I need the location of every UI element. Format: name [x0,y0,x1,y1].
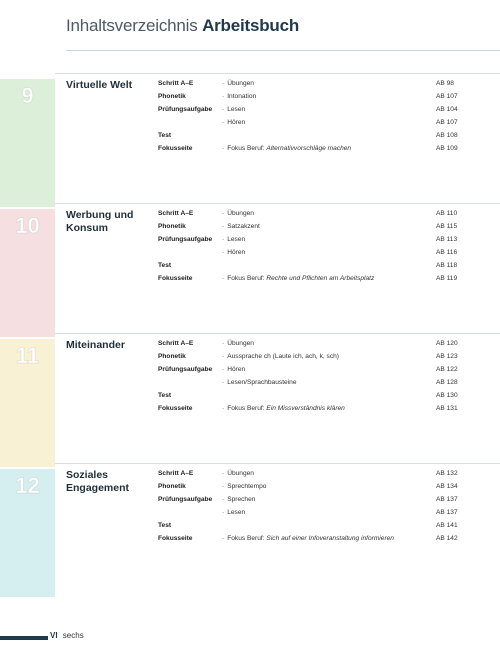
toc-row-page: AB 109 [436,145,458,152]
chapter-number: 11 [15,343,40,368]
bullet-icon: · [222,93,225,100]
bullet-icon: · [222,80,225,87]
toc-row-label: Schritt A–E [158,80,194,87]
toc-row-page: AB 107 [436,93,458,100]
bullet-icon: · [222,353,225,360]
toc-row-item: · Hören [222,249,246,256]
toc-row-page: AB 132 [436,470,458,477]
toc-row [158,467,463,480]
toc-row [158,103,463,116]
toc-row-label: Fokusseite [158,145,193,152]
toc-row [158,142,463,155]
header-divider [66,50,500,51]
toc-row-item: · Lesen [222,509,246,516]
toc-row [158,90,463,103]
toc-row [158,350,463,363]
toc-row [158,506,463,519]
bullet-icon: · [222,210,225,217]
toc-row-label: Prüfungsaufgabe [158,496,213,503]
toc-row [158,233,463,246]
bullet-icon: · [222,509,225,516]
toc-row-page: AB 107 [436,119,458,126]
chapter-title: Werbung und Konsum [66,209,134,234]
toc-row-page: AB 116 [436,249,458,256]
chapter-title: Virtuelle Welt [66,79,133,91]
chapter-title: Miteinander [66,339,125,351]
toc-row-page: AB 115 [436,223,458,230]
toc-row-label: Test [158,132,172,139]
toc-row [158,77,463,90]
toc-row-item: · Übungen [222,470,254,477]
toc-row-page: AB 137 [436,509,458,516]
toc-row-page: AB 142 [436,535,458,542]
toc-row-item: · Aussprache ch (Laute ich, ach, k, sch) [222,353,339,360]
toc-row-item: · Fokus Beruf: Sich auf einer Infoveranstaltung informieren [222,535,394,542]
toc-row-item: · Intonation [222,93,257,100]
toc-row [158,220,463,233]
toc-row-label: Phonetik [158,353,186,360]
toc-row [158,519,463,532]
toc-row-page: AB 110 [436,210,458,217]
toc-row-label: Prüfungsaufgabe [158,366,213,373]
chapter-10 [0,209,500,337]
chapter-divider [55,203,500,204]
toc-row-page: AB 113 [436,236,458,243]
page-number-word: sechs [62,631,84,640]
chapter-divider [55,333,500,334]
toc-row-label: Fokusseite [158,275,193,282]
toc-row [158,246,463,259]
chapter-12 [0,469,500,597]
toc-row [158,480,463,493]
toc-row [158,389,463,402]
bullet-icon: · [222,145,225,152]
toc-row-page: AB 118 [436,262,458,269]
bullet-icon: · [222,236,225,243]
toc-row-item: · Übungen [222,210,254,217]
bullet-icon: · [222,275,225,282]
bullet-icon: · [222,496,225,503]
toc-row-item: · Fokus Beruf: Rechte und Pflichten am Arbeitsplatz [222,275,375,282]
title-light: Inhaltsverzeichnis [66,16,198,35]
toc-row-page: AB 131 [436,405,458,412]
toc-row-item: · Fokus Beruf: Ein Missverständnis klären [222,405,345,412]
toc-row-page: AB 104 [436,106,458,113]
chapter-number: 9 [21,83,34,108]
toc-row-label: Prüfungsaufgabe [158,106,213,113]
toc-row-item: · Übungen [222,340,254,347]
toc-row-item: · Fokus Beruf: Alternativvorschläge machen [222,145,352,152]
toc-row-page: AB 137 [436,496,458,503]
chapter-number: 10 [15,213,40,238]
toc-row [158,207,463,220]
toc-row-label: Test [158,262,172,269]
bullet-icon: · [222,366,225,373]
toc-row-item: · Hören [222,366,246,373]
toc-row-item: · Hören [222,119,246,126]
bullet-icon: · [222,119,225,126]
page-number-roman: VI [50,631,58,640]
toc-row [158,532,463,545]
bullet-icon: · [222,483,225,490]
toc-row [158,493,463,506]
toc-row [158,402,463,415]
toc-row-label: Schritt A–E [158,470,194,477]
toc-row-page: AB 98 [436,80,454,87]
toc-row [158,272,463,285]
footer-bar [0,636,48,640]
chapter-11 [0,339,500,467]
toc-row-label: Prüfungsaufgabe [158,236,213,243]
toc-row-label: Schritt A–E [158,340,194,347]
toc-row-item: · Lesen [222,106,246,113]
toc-row-page: AB 122 [436,366,458,373]
title-bold: Arbeitsbuch [202,16,300,35]
toc-row-page: AB 134 [436,483,458,490]
bullet-icon: · [222,535,225,542]
toc-row-page: AB 119 [436,275,458,282]
toc-row-item: · Sprechen [222,496,256,503]
chapter-9 [0,79,500,207]
toc-row-item: · Lesen/Sprachbausteine [222,379,297,386]
toc-row-page: AB 120 [436,340,458,347]
toc-row-page: AB 130 [436,392,458,399]
toc-row [158,116,463,129]
bullet-icon: · [222,223,225,230]
toc-row-label: Phonetik [158,93,186,100]
toc-row [158,363,463,376]
toc-row-item: · Sprechtempo [222,483,267,490]
toc-row-label: Fokusseite [158,535,193,542]
toc-row-label: Fokusseite [158,405,193,412]
bullet-icon: · [222,106,225,113]
chapter-title: Soziales Engagement [66,469,130,494]
toc-row-page: AB 123 [436,353,458,360]
bullet-icon: · [222,249,225,256]
bullet-icon: · [222,470,225,477]
toc-row [158,259,463,272]
toc-row [158,129,463,142]
toc-row-page: AB 141 [436,522,458,529]
chapter-divider [55,463,500,464]
bullet-icon: · [222,340,225,347]
bullet-icon: · [222,379,225,386]
toc-row [158,376,463,389]
toc-row-page: AB 128 [436,379,458,386]
chapter-number: 12 [15,473,40,498]
footer [50,631,84,640]
toc-row-item: · Übungen [222,80,254,87]
toc-row-label: Phonetik [158,483,186,490]
toc-row [158,337,463,350]
toc-row-label: Test [158,522,172,529]
toc-row-item: · Lesen [222,236,246,243]
toc-row-label: Test [158,392,172,399]
toc-row-page: AB 108 [436,132,458,139]
toc-row-label: Phonetik [158,223,186,230]
toc-row-label: Schritt A–E [158,210,194,217]
page-title [66,16,299,36]
toc-row-item: · Satzakzent [222,223,260,230]
chapter-divider [55,73,500,74]
bullet-icon: · [222,405,225,412]
